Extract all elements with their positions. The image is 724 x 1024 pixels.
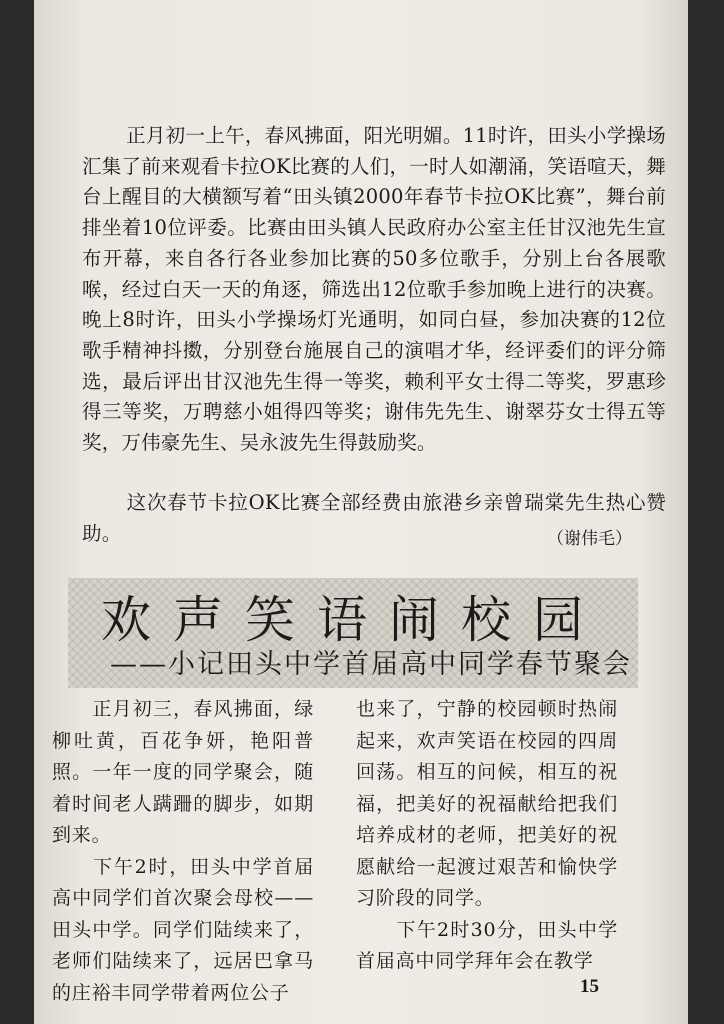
left-column [52,694,314,1009]
right-paragraph-2: 下午2时30分，田头中学首届高中同学拜年会在教学 [356,918,618,972]
article-subtitle: ——小记田头中学首届高中同学春节聚会 [110,649,632,680]
author-signature: （谢伟毛） [547,529,632,549]
right-paragraph-1: 也来了，宁静的校园顿时热闹起来，欢声笑语在校园的四周回荡。相互的问候，相互的祝福，把美好的祝福献给把我们培养成材的老师，把美好的祝愿献给一起渡过艰苦和愉快学习阶段的同学。 [356,698,618,909]
headline-banner [68,578,638,688]
article-title: 欢声笑语闹校园 [101,591,605,649]
left-paragraph-1: 正月初三，春风拂面，绿柳吐黄，百花争妍，艳阳普照。一年一度的同学聚会，随着时间老人蹒跚的脚步，如期到来。 [52,698,314,846]
article-paragraph-1: 正月初一上午，春风拂面，阳光明媚。11时许，田头小学操场汇集了前来观看卡拉OK比赛的人们，一时人如潮涌，笑语喧天，舞台上醒目的大横额写着“田头镇2000年春节卡拉OK比赛”，舞台前排坐着10位评委。比赛由田头镇人民政府办公室主任甘汉池先生宣布开幕，来自各行各业参加比赛的50多位歌手，分别上台各展歌喉，经过白天一天的角逐，筛选出12位歌手参加晚上进行的决赛。晚上8时许，田头小学操场灯光通明，如同白昼，参加决赛的12位歌手精神抖擞，分别登台施展自己的演唱才华，经评委们的评分筛选，最后评出甘汉池先生得一等奖，赖利平女士得二等奖，罗惠珍得三等奖，万聘慈小姐得四等奖；谢伟先先生、谢翠芬女士得五等奖，万伟豪先生、吴永波先生得鼓励奖。 [82,124,666,455]
page-number: 15 [580,976,599,997]
right-column [356,694,618,978]
article-paragraph-2: 这次春节卡拉OK比赛全部经费由旅港乡亲曾瑞棠先生热心赞助。 [82,491,666,545]
book-page [34,0,688,1024]
left-paragraph-2: 下午2时，田头中学首届高中同学们首次聚会母校——田头中学。同学们陆续来了，老师们陆续来了，远居巴拿马的庄裕丰同学带着两位公子 [52,855,314,1004]
